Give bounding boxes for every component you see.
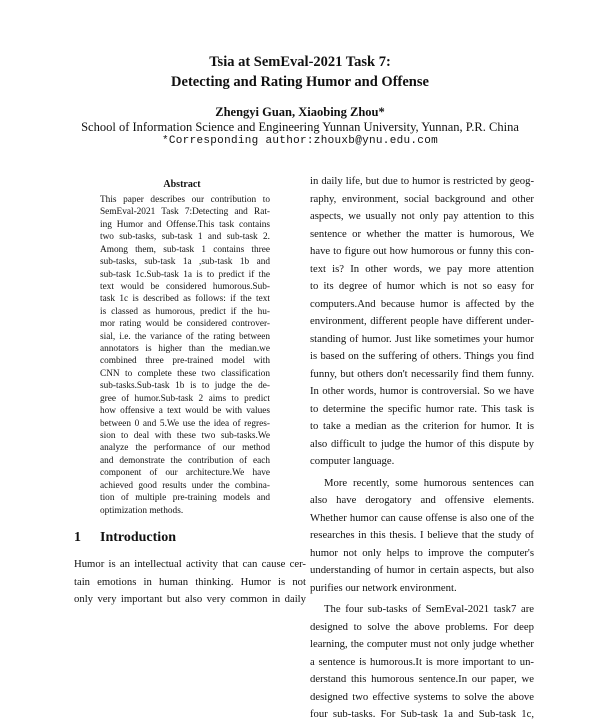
abstract-line: two sub-tasks, sub-task 1 and sub-task 2.: [100, 232, 270, 243]
abstract-line: ing Humor and Offense.This task contains: [100, 219, 270, 230]
intro-line: Humor is an intellectual activity that can cause cer-: [74, 558, 306, 570]
intro-line: computer language.: [310, 455, 395, 467]
intro-line: to its degree of humor which is not so easy for: [310, 280, 534, 292]
introduction-right-column: [310, 173, 534, 724]
intro-line: tain emotions in human thinking. Humor is not: [74, 575, 306, 588]
abstract-line: and demonstrate the contribution of each: [100, 455, 270, 466]
abstract-line: CNN to complete these two classification: [100, 368, 270, 379]
intro-line: environment, different people have different under-: [310, 315, 534, 327]
title-line-1: Tsia at SemEval-2021 Task 7:: [209, 54, 391, 70]
intro-line: purifies our network environment.: [310, 581, 457, 594]
intro-line: Whether humor can cause offense is also one of the: [310, 511, 534, 524]
intro-line: sentence or whether the matter is humorous, We: [310, 227, 534, 240]
intro-line: designed two effective systems to solve the above: [310, 690, 534, 703]
abstract-line: optimization methods.: [100, 505, 184, 516]
intro-line: learning, the computer must not only judge whether: [310, 638, 534, 650]
abstract-line: component of our architecture.We have: [100, 468, 270, 479]
abstract-line: sub-tasks, sub-task 1a ,sub-task 1b and: [100, 257, 270, 268]
section-heading-introduction: [74, 529, 304, 547]
abstract-line: gree of humor.Sub-task 2 aims to predict: [100, 393, 270, 404]
intro-line: is based on the suffering of others. Things you find: [310, 350, 534, 362]
abstract-line: text would be considered humorous.Sub-: [100, 281, 270, 292]
paper-title: [0, 52, 600, 92]
intro-line: also have derogatory and offensive elements.: [310, 494, 534, 506]
abstract-line: between 0 and 5.We use the idea of regres-: [100, 418, 270, 429]
abstract-line: tion of multiple pre-training models and: [100, 493, 270, 504]
intro-line: standing of humor. Just like sometimes your humor: [310, 332, 534, 345]
intro-line: In other words, humor is controversial. So we have: [310, 385, 534, 397]
paragraph-2: [310, 475, 534, 598]
abstract-line: sial, i.e. the variance of the rating between: [100, 331, 270, 342]
intro-line: aspects, we usually not only pay attention to this: [310, 210, 534, 222]
intro-line: humor not only helps to improve the computer's: [310, 546, 534, 559]
abstract-body: [100, 194, 270, 517]
intro-line: have to figure out how humorous or funny this con-: [310, 245, 534, 257]
abstract-line: sion to deal with these two sub-tasks.We: [100, 431, 270, 442]
intro-line: More recently, some humorous sentences can: [324, 476, 534, 489]
intro-line: The four sub-tasks of SemEval-2021 task7 are: [324, 603, 534, 615]
intro-line: computers.And because humor is affected by the: [310, 297, 534, 310]
intro-line: a sentence is humorous.It is more important to un-: [310, 655, 534, 668]
intro-line: also difficult to judge the humor of this dispute by: [310, 437, 534, 450]
abstract-line: This paper describes our contribution to: [100, 195, 270, 205]
abstract-line: task 1c is described as follows: if the text: [100, 294, 270, 305]
abstract-line: Among them, sub-task 1 contains three: [100, 244, 270, 255]
section-title: Introduction: [100, 530, 176, 545]
intro-line: only very important but also very common in daily: [74, 593, 306, 605]
corresponding-email: *Corresponding author:zhouxb@ynu.edu.com: [161, 135, 439, 147]
intro-line: researches in this thesis. I believe that the study of: [310, 529, 534, 541]
intro-line: to take a median as the criterion for humor. It is: [310, 420, 534, 432]
intro-line: four sub-tasks. For Sub-task 1a and Sub-task 1c,: [310, 708, 534, 720]
section-number: 1: [74, 530, 81, 545]
affiliation: School of Information Science and Engineering Yunnan University, Yunnan, P.R. China: [81, 120, 519, 134]
title-line-2: Detecting and Rating Humor and Offense: [171, 74, 429, 90]
introduction-left-column: [74, 556, 306, 609]
intro-line: text is? In other words, we pay more attention: [310, 262, 534, 275]
abstract-line: analyze the performance of our method: [100, 443, 270, 454]
abstract-line: achieved good results under the combina-: [100, 480, 270, 491]
intro-line: to determine the specific humor rate. This task is: [310, 402, 534, 415]
intro-line: in daily life, but due to humor is restricted by geog-: [310, 175, 534, 187]
abstract-line: combined three pre-trained model with: [100, 356, 270, 367]
intro-line: understanding of humor in certain aspects, but also: [310, 564, 534, 576]
abstract-line: sub-task 1c.Sub-task 1a is to predict if the: [100, 269, 270, 280]
paragraph-3: [310, 601, 534, 724]
abstract-heading: Abstract: [163, 179, 201, 190]
abstract-line: SemEval-2021 Task 7:Detecting and Rat-: [100, 207, 270, 218]
abstract-line: is classed as humorous, predict if the hu-: [100, 306, 270, 317]
intro-line: derstand this humorous sentence.In our paper, we: [310, 673, 534, 685]
abstract-line: how offensive a text would be with values: [100, 406, 270, 417]
abstract-line: annotators is higher than the median.we: [100, 344, 270, 355]
authors: Zhengyi Guan, Xiaobing Zhou*: [215, 105, 385, 119]
intro-line: raphy, environment, social background and other: [310, 192, 534, 205]
paragraph-1: [310, 173, 534, 471]
intro-line: funny, but others don't necessarily find them funny.: [310, 367, 534, 380]
abstract-line: sub-tasks.Sub-task 1b is to judge the de-: [100, 381, 270, 392]
abstract-line: mor rating would be considered controver-: [100, 319, 270, 330]
intro-line: designed to solve the above problems. For deep: [310, 620, 534, 633]
